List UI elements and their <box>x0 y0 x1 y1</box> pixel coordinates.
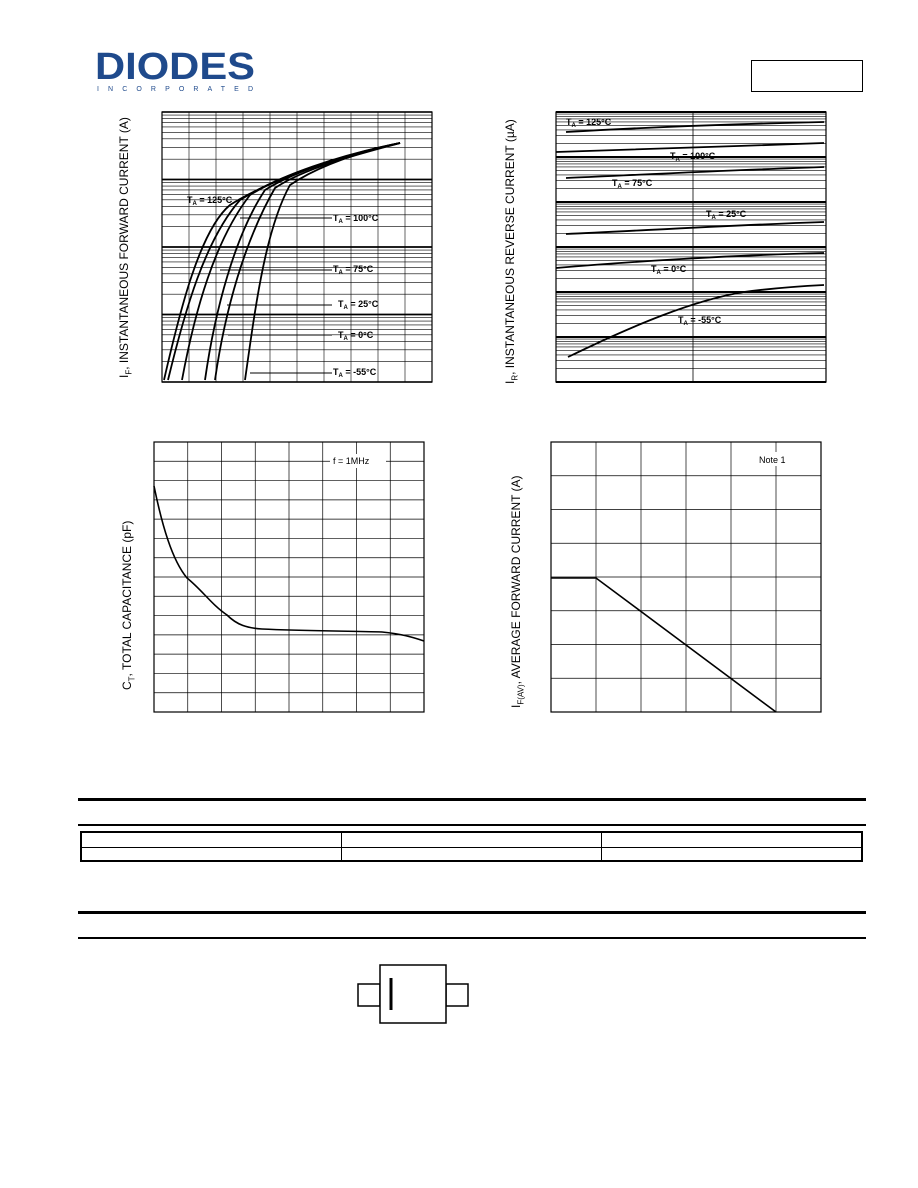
section-rule-3 <box>78 911 866 914</box>
package-lead-right <box>446 984 468 1006</box>
fig2-label-100: $T_A = 100^\circ C$ <box>670 151 716 163</box>
fig3-grid <box>154 442 424 712</box>
section-rule-2 <box>78 824 866 826</box>
fig3-annotation: f = 1MHz <box>333 456 370 466</box>
table-row <box>82 848 861 860</box>
fig2-label-75: $T_A = 75^\circ C$ <box>612 178 653 190</box>
fig1-curve-25 <box>205 143 400 380</box>
fig2-chart <box>554 110 828 384</box>
diodes-logo <box>95 46 265 96</box>
fig3-chart <box>152 440 426 714</box>
fig4-ylabel: $I_{F(AV)}$, AVERAGE FORWARD CURRENT (A) <box>509 475 526 708</box>
fig4-grid <box>551 442 821 712</box>
fig1-label-100: $T_A = 100^\circ C$ <box>333 213 379 225</box>
fig1-curves <box>164 143 400 380</box>
section-rule-4 <box>78 937 866 939</box>
fig1-label-125: $T_A = 125^\circ C$ <box>187 195 233 207</box>
fig1-curve-m55 <box>245 143 400 380</box>
logo-text: DIODES <box>95 46 255 88</box>
fig1-chart <box>160 110 434 384</box>
package-outline <box>357 964 469 1024</box>
table-header-row <box>82 833 861 848</box>
part-number-box <box>751 60 863 92</box>
ordering-table <box>80 831 863 862</box>
fig4-chart <box>549 440 823 714</box>
fig1-label-25: $T_A = 25^\circ C$ <box>338 299 379 311</box>
fig2-curve-75 <box>566 167 824 178</box>
fig4-annotation: Note 1 <box>759 455 786 465</box>
fig3-ylabel: $C_T$, TOTAL CAPACITANCE (pF) <box>120 520 137 690</box>
fig1-label-75: $T_A = 75^\circ C$ <box>333 264 374 276</box>
fig2-label-125: $T_A = 125^\circ C$ <box>566 117 612 129</box>
fig1-label-m55: $T_A = -55^\circ C$ <box>333 367 377 379</box>
fig2-curve-25 <box>566 222 824 234</box>
fig2-ylabel: $I_R$, INSTANTANEOUS REVERSE CURRENT (µA) <box>503 119 520 384</box>
fig2-label-25: $T_A = 25^\circ C$ <box>706 209 747 221</box>
fig1-ylabel: $I_F$, INSTANTANEOUS FORWARD CURRENT (A) <box>117 117 134 378</box>
package-lead-left <box>358 984 380 1006</box>
fig2-label-0: $T_A = 0^\circ C$ <box>651 264 687 276</box>
fig1-label-0: $T_A = 0^\circ C$ <box>338 330 374 342</box>
section-rule-1 <box>78 798 866 801</box>
fig4-curve <box>551 578 776 712</box>
fig2-label-m55: $T_A = -55^\circ C$ <box>678 315 722 327</box>
logo-subtext: INCORPORATED <box>97 86 253 93</box>
